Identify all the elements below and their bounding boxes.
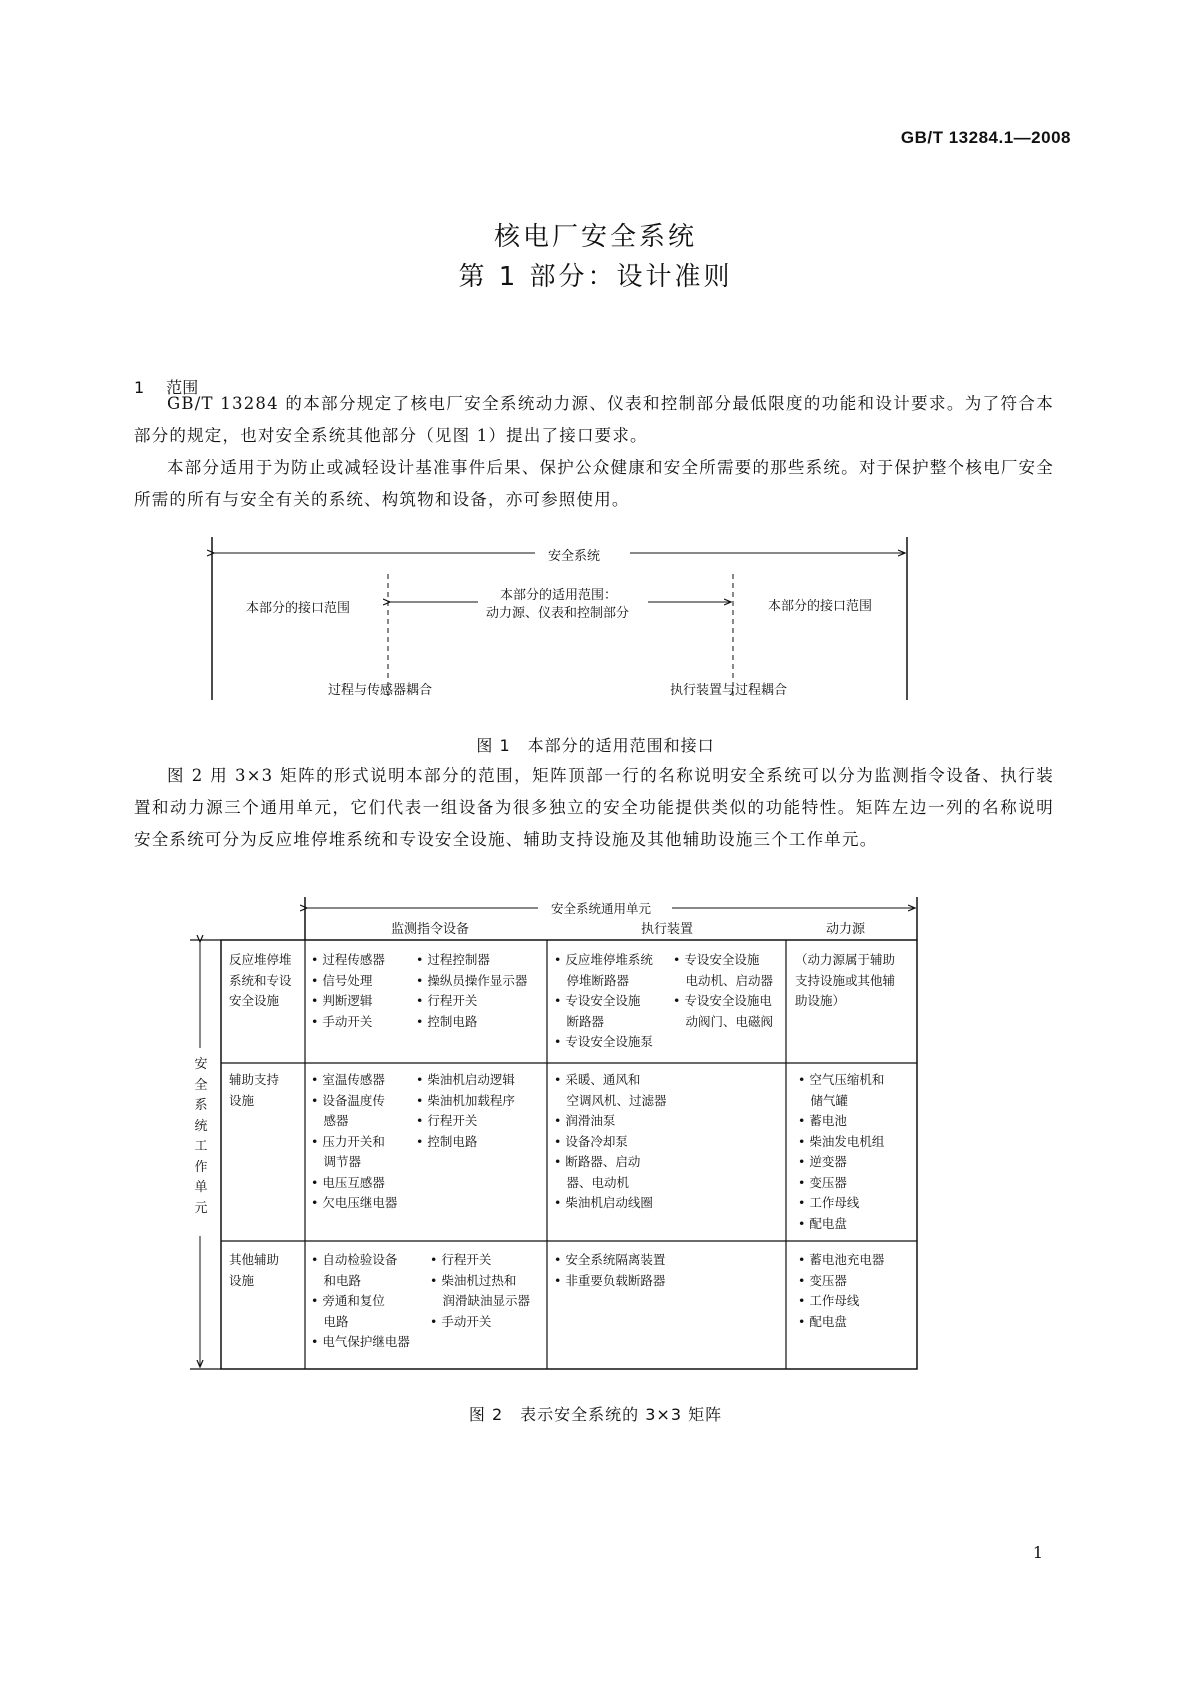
list-item: • 空气压缩机和 [798,1072,885,1087]
row-1-power [795,950,895,1012]
row-label-line: 安全设施 [229,993,280,1008]
side-label-char: 统 [194,1118,208,1134]
column-header-actuator: 执行装置 [641,922,694,937]
list-item: • 专设安全设施 [673,952,760,967]
list-item: 器、电动机 [554,1174,630,1190]
list-item: • 润滑油泵 [554,1113,616,1128]
side-label-char: 工 [194,1139,208,1154]
list-item: • 手动开关 [311,1013,373,1029]
list-item: • 柴油机启动线圈 [554,1195,653,1210]
row-1-monitor-b [416,950,527,1032]
list-item: 助设施） [795,993,846,1008]
row-label-line: 系统和专设 [229,972,292,988]
document-title: 核电厂安全系统 [493,222,697,252]
list-item: • 压力开关和 [311,1133,385,1149]
list-item: • 专设安全设施电 [673,993,772,1008]
list-item: • 欠电压继电器 [311,1195,398,1210]
list-item: • 信号处理 [311,972,373,988]
list-item: • 反应堆停堆系统 [554,952,653,967]
list-item: • 逆变器 [798,1154,847,1169]
figure-1-left-label: 本部分的接口范围 [246,601,351,616]
list-item: • 专设安全设施泵 [554,1034,653,1049]
paragraph-scope-2: 本部分适用于为防止或减轻设计基准事件后果、保护公众健康和安全所需要的那些系统。对于保护整个核电厂安全所需的所有与安全有关的系统、构筑物和设备，亦可参照使用。 [134,458,1054,509]
list-item: • 旁通和复位 [311,1293,385,1308]
list-item: • 变压器 [798,1272,847,1288]
list-item: 调节器 [311,1154,362,1169]
figure-1-right-label: 本部分的接口范围 [768,599,873,614]
paragraph-figure-2: 图 2 用 3×3 矩阵的形式说明本部分的范围，矩阵顶部一行的名称说明安全系统可以分为监测指令设备、执行装置和动力源三个通用单元，它们代表一组设备为很多独立的安全功能提供类似的功能特性。矩阵左边一列的名称说明安全系统可分为反应堆停堆系统和专设安全设施、辅助支持设施及其他辅助设施三个工作单元。 [134,766,1054,849]
paragraph-scope-1: GB/T 13284 的本部分规定了核电厂安全系统动力源、仪表和控制部分最低限度的功能和设计要求。为了符合本部分的规定，也对安全系统其他部分（见图 1）提出了接口要求。 [134,394,1054,445]
row-2-label [229,1070,279,1111]
list-item: 和电路 [311,1272,362,1288]
section-number: 1 [134,378,145,397]
row-3-label [229,1250,279,1291]
list-item: • 工作母线 [798,1293,860,1308]
list-item: • 设备冷却泵 [554,1133,628,1149]
row-label-line: 反应堆停堆 [229,952,292,967]
list-item: 润滑缺油显示器 [430,1293,531,1308]
row-2-monitor-a [311,1070,397,1214]
list-item: 断路器 [554,1013,605,1029]
list-item: • 断路器、启动 [554,1154,641,1169]
list-item: • 设备温度传 [311,1092,385,1108]
list-item: 动阀门、电磁阀 [673,1013,774,1029]
list-item: 电动机、启动器 [673,972,774,988]
row-1-label [229,950,292,1012]
list-item: • 柴油机过热和 [430,1272,517,1288]
row-3-monitor-a [311,1250,410,1353]
side-label-char: 安 [194,1057,208,1072]
list-item: 电路 [311,1313,349,1329]
list-item: 停堆断路器 [554,972,630,988]
figure-1-center-line1: 本部分的适用范围： [500,588,618,603]
figure-1-top-label: 安全系统 [548,549,601,564]
side-label-char: 元 [194,1200,208,1216]
list-item: • 非重要负载断路器 [554,1272,666,1288]
figure-1-caption: 图 1 本部分的适用范围和接口 [476,736,715,755]
list-item: 空调风机、过滤器 [554,1092,667,1108]
list-item: • 工作母线 [798,1195,860,1210]
list-item: • 过程传感器 [311,952,385,967]
column-header-monitor: 监测指令设备 [391,922,470,937]
row-label-line: 设施 [229,1272,255,1288]
row-3-monitor-b [430,1250,530,1332]
side-label [193,1055,209,1219]
side-label-char: 作 [194,1159,208,1175]
section-title: 范围 [166,378,199,397]
list-item: • 自动检验设备 [311,1252,398,1267]
list-item: • 蓄电池充电器 [798,1252,885,1267]
list-item: 储气罐 [798,1092,849,1108]
list-item: • 行程开关 [416,1113,478,1128]
figure-1-center-line2: 动力源、仪表和控制部分 [486,606,630,621]
list-item: • 控制电路 [416,1013,478,1029]
side-label-char: 全 [194,1077,208,1093]
list-item: • 行程开关 [430,1252,492,1267]
figure-2-caption: 图 2 表示安全系统的 3×3 矩阵 [468,1405,723,1424]
row-label-line: 设施 [229,1092,255,1108]
list-item: • 电气保护继电器 [311,1334,410,1349]
row-3-actuator-a [554,1250,665,1291]
row-1-monitor-a [311,950,385,1032]
list-item: 支持设施或其他辅 [795,972,896,988]
page-number: 1 [1032,1543,1043,1562]
list-item: • 采暖、通风和 [554,1072,641,1087]
side-label-char: 单 [194,1180,208,1195]
figure-1-bottom-left: 过程与传感器耦合 [328,683,433,698]
row-1-actuator-a [554,950,653,1053]
row-label-line: 辅助支持 [229,1072,280,1087]
list-item: • 蓄电池 [798,1113,847,1128]
row-2-monitor-b [416,1070,515,1152]
list-item: • 过程控制器 [416,952,490,967]
row-1-actuator-b [673,950,773,1032]
standard-code: GB/T 13284.1—2008 [900,128,1071,147]
list-item: • 专设安全设施 [554,993,641,1008]
row-label-line: 其他辅助 [229,1252,280,1267]
list-item: （动力源属于辅助 [795,952,896,967]
list-item: • 判断逻辑 [311,993,373,1008]
figure-1-bottom-right: 执行装置与过程耦合 [670,683,788,698]
row-2-power [798,1070,884,1234]
document-subtitle: 第 1 部分：设计准则 [458,262,733,292]
list-item: • 配电盘 [798,1215,847,1231]
list-item: • 手动开关 [430,1313,492,1329]
list-item: • 配电盘 [798,1313,847,1329]
side-label-char: 系 [194,1098,208,1113]
list-item: • 安全系统隔离装置 [554,1252,666,1267]
list-item: 感器 [311,1113,349,1128]
list-item: • 室温传感器 [311,1072,385,1087]
column-header-power: 动力源 [826,922,866,937]
list-item: • 柴油机加载程序 [416,1092,515,1108]
list-item: • 行程开关 [416,993,478,1008]
list-item: • 柴油机启动逻辑 [416,1072,515,1087]
list-item: • 操纵员操作显示器 [416,972,528,988]
row-2-actuator-a [554,1070,667,1214]
row-3-power [798,1250,884,1332]
list-item: • 柴油发电机组 [798,1133,885,1149]
list-item: • 电压互感器 [311,1174,385,1190]
figure-2-top-label: 安全系统通用单元 [551,901,652,916]
list-item: • 控制电路 [416,1133,478,1149]
list-item: • 变压器 [798,1174,847,1190]
